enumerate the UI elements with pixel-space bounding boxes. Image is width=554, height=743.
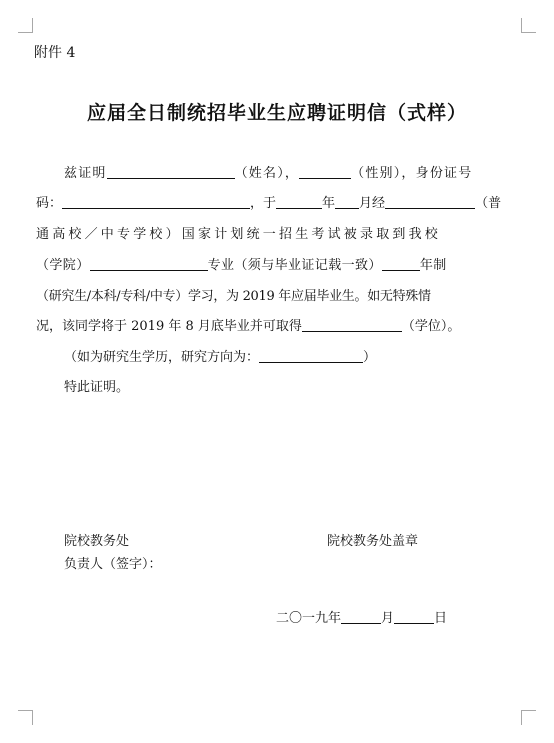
signature-stamp: 院校教务处盖章 [327,534,419,549]
body-line-3 [36,226,520,244]
body-line-7 [36,349,520,367]
study-years-blank[interactable] [382,257,420,271]
text-college: （学院） [36,258,90,273]
margin-mark-bottom-left [18,710,33,725]
date-month: 月 [381,611,395,626]
research-direction-blank[interactable] [259,349,363,363]
text-month: 月经 [359,196,386,211]
date-day: 日 [434,611,448,626]
text-year: 年 [322,196,336,211]
text-education-level: （研究生/本科/专科/中专）学习，为 2019 年应届毕业生。如无特殊情 [36,289,431,304]
text-degree: （学位）。 [401,319,461,334]
margin-mark-top-left [18,18,33,33]
text-years: 年制 [419,258,447,273]
body-line-5 [36,288,520,306]
margin-mark-bottom-right [521,710,536,725]
text-certify: 兹证明 [64,166,107,181]
major-blank[interactable] [90,257,208,271]
id-number-blank[interactable] [62,195,250,209]
body-line-4 [36,257,520,275]
month-blank[interactable] [335,195,359,209]
school-type-blank[interactable] [385,195,475,209]
text-hereby: 特此证明。 [64,380,130,395]
signature-office: 院校教务处 [64,534,130,549]
signature-date [276,607,447,626]
date-month-blank[interactable] [341,610,381,624]
text-general: （普 [475,196,502,211]
margin-mark-top-right [521,18,536,33]
body-line-8 [36,379,520,397]
document-title: 应届全日制统招毕业生应聘证明信（式样） [86,102,467,124]
text-in: ，于 [250,196,277,211]
date-day-blank[interactable] [394,610,434,624]
body-line-2 [36,195,520,213]
text-gender: （性别），身份证号 [351,166,473,181]
degree-blank[interactable] [302,318,402,332]
text-graduation: 况，该同学将于 2019 年 8 月底毕业并可取得 [36,319,302,334]
text-major: 专业（须与毕业证记载一致） [207,258,382,273]
text-close-paren: ） [363,350,377,365]
text-research: （如为研究生学历，研究方向为： [64,350,260,365]
date-year: 二〇一九年 [276,611,342,626]
gender-blank[interactable] [299,165,351,179]
body-line-1 [36,165,520,183]
name-blank[interactable] [107,165,235,179]
text-admission: 通高校／中专学校）国家计划统一招生考试被录取到我校 [36,227,442,242]
signature-person: 负责人（签字）： [64,557,162,572]
text-name: （姓名）， [234,166,300,181]
text-id-code: 码： [36,196,63,211]
year-blank[interactable] [276,195,322,209]
body-line-6 [36,318,520,336]
attachment-label: 附件 4 [34,45,76,61]
